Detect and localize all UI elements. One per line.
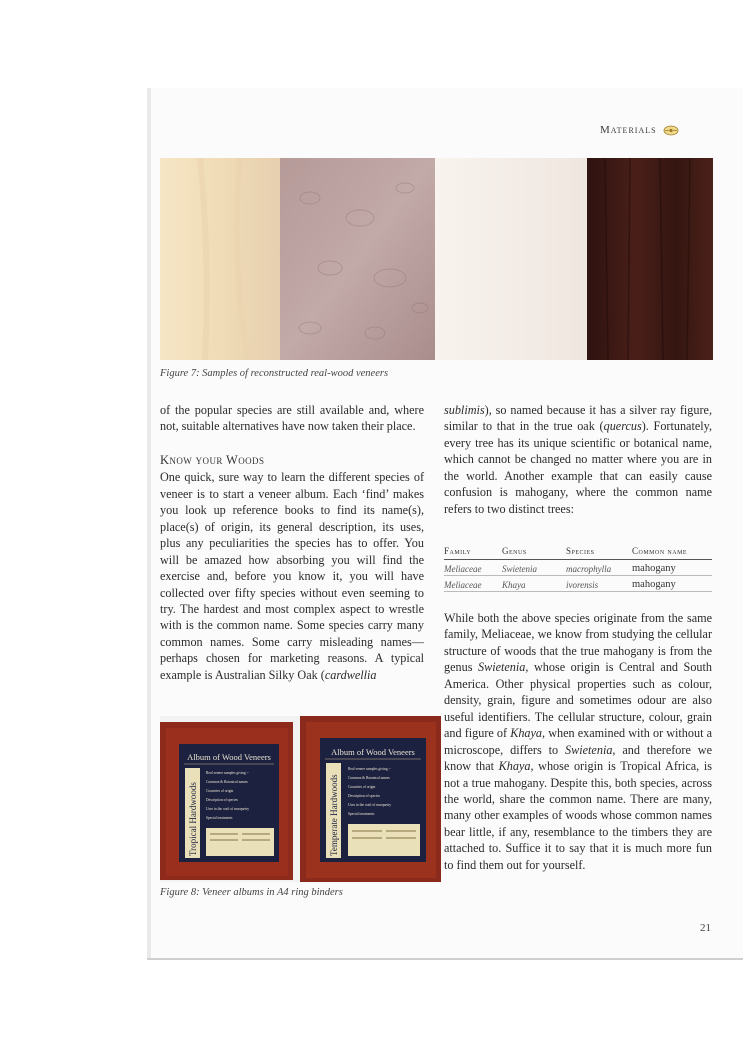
- rb-text: While both the above species originate from the same family, Meliaceae, we know from studying the cellular structure of woods that the true mahogany is from the genus: [444, 611, 712, 675]
- album-spine: Tropical Hardwoods: [188, 782, 198, 856]
- rb-text: whose origin is Tropical Africa, is not a true mahogany. Despite this, both species, across the world, share the common name. There are many, many other examples of woods whose common names bear little, if any, resemblance to the timbers they are attached to. Suffice it to say that it is much more fun to find them out for yourself.: [444, 759, 712, 872]
- left-body-paragraph: [160, 469, 424, 683]
- section-heading: Know your Woods: [160, 452, 265, 467]
- species-italic: sublimis: [444, 403, 485, 417]
- rb-italic: Swietenia,: [477, 660, 529, 675]
- page-edge: [147, 88, 151, 960]
- rb-text: whose origin is Central and South America. Other physical properties such as colour, density, grain, figure and sometimes odour are also useful identifiers. The cellular structure, colour, grain and figure of: [444, 660, 712, 741]
- table-cell: macrophylla: [566, 560, 632, 576]
- table-header: Species: [566, 546, 632, 560]
- table-header-row: [444, 546, 712, 560]
- page-bottom-edge: [147, 958, 743, 960]
- rb-text: when examined with or without a microscope, differs to: [444, 726, 712, 757]
- figure7-caption: Figure 7: Samples of reconstructed real-wood veneers: [160, 368, 389, 379]
- veneer-sample-white: [435, 158, 587, 360]
- table-row: [444, 576, 712, 592]
- table-cell: ivorensis: [566, 576, 632, 592]
- table-cell: mahogany: [632, 560, 712, 576]
- left-body-text: One quick, sure way to learn the different species of veneer is to start a veneer album. Each ‘find’ makes you look up reference books to find its name(s), place(s) of origin, its general description, its uses, plus any peculiarities the species has to offer. You will be amazed how absorbing you will find the exercise and, before you know it, you will have collected over fifty species without even seeming to try. The hardest and most complex aspect to wrestle with is the common name. Some species carry many common names. Some carry misleading names—perhaps chosen for marketing reasons. A typical example is Australian Silky Oak (: [160, 470, 424, 682]
- album-item: Countries of origin: [348, 785, 376, 789]
- right-column-bottom: [444, 610, 712, 873]
- table-cell: Swietenia: [502, 560, 566, 576]
- figure8-caption: Figure 8: Veneer albums in A4 ring binders: [160, 887, 343, 898]
- table-row: [444, 560, 712, 576]
- figure8-veneer-albums: [160, 716, 441, 882]
- album-item: Countries of origin: [206, 789, 234, 793]
- table-cell: Meliaceae: [444, 576, 502, 592]
- veneer-sample-figured: [280, 158, 435, 360]
- right-top-text1: ), so named because it has a silver ray figure, similar to that in the true oak (: [444, 403, 712, 434]
- left-body-italic: cardwellia: [324, 667, 377, 682]
- table-cell: Khaya: [502, 576, 566, 592]
- oak-italic: quercus: [603, 419, 642, 434]
- rb-italic: Khaya,: [498, 759, 534, 774]
- album-tropical: [160, 722, 293, 880]
- rb-italic: Khaya,: [510, 726, 546, 741]
- album-item: Description of species: [206, 798, 238, 802]
- album-temperate: [300, 716, 441, 882]
- album-item: Special treatments: [206, 816, 233, 820]
- veneer-sample-pale: [160, 158, 280, 360]
- album-spine: Temperate Hardwoods: [329, 774, 339, 856]
- right-top-paragraph: [444, 402, 712, 517]
- running-head: [600, 124, 679, 136]
- album-title: Album of Wood Veneers: [331, 747, 415, 757]
- page-number: 21: [700, 922, 711, 934]
- table-cell: Meliaceae: [444, 560, 502, 576]
- rb-text: and therefore we know that: [444, 742, 712, 774]
- table-cell: mahogany: [632, 576, 712, 592]
- running-head-label: Materials: [600, 124, 657, 136]
- album-title: Album of Wood Veneers: [187, 752, 271, 762]
- figure7-veneer-samples: [160, 158, 713, 360]
- album-item: Special treatments: [348, 812, 375, 816]
- table-header: Genus: [502, 546, 566, 560]
- right-column-top: [444, 402, 712, 517]
- table-header: Common name: [632, 546, 712, 560]
- left-intro-paragraph: of the popular species are still available and, where not, suitable alternatives have now taken their place.: [160, 403, 424, 434]
- rb-italic: Swietenia,: [565, 742, 616, 757]
- album-item: Common & Botanical names: [348, 776, 390, 780]
- album-item: Common & Botanical names: [206, 780, 248, 784]
- right-top-text2: ). Fortunately, every tree has its unique scientific or botanical name, which cannot be changed no matter where you are in the world. Another example that can easily cause confusion is mahogany, where the common name refers to two distinct trees:: [444, 419, 712, 516]
- right-bottom-paragraph: [444, 610, 712, 873]
- album-item: Real veneer samples giving :-: [348, 767, 391, 771]
- left-column: [160, 402, 424, 683]
- album-item: Description of species: [348, 794, 380, 798]
- album-item: Uses in the craft of marquetry: [206, 807, 250, 811]
- album-item: Uses in the craft of marquetry: [348, 803, 392, 807]
- flower-ornament-icon: [663, 125, 679, 136]
- table-header: Family: [444, 546, 502, 560]
- album-item: Real veneer samples giving :-: [206, 771, 249, 775]
- mahogany-table: [444, 546, 712, 592]
